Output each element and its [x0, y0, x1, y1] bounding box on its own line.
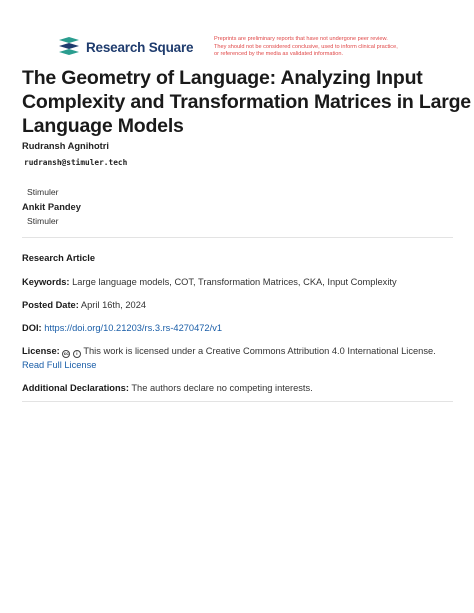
notice-line: or referenced by the media as validated information.: [214, 51, 344, 58]
author-name: Ankit Pandey: [22, 202, 81, 212]
notice-line: They should not be considered conclusive, used to inform clinical practice,: [214, 43, 398, 50]
additional-declarations-row: [22, 383, 313, 393]
divider: [22, 237, 453, 238]
doi-link[interactable]: https://doi.org/10.21203/rs.3.rs-4270472/v1: [44, 323, 223, 333]
author-name: Rudransh Agnihotri: [22, 141, 109, 151]
paper-title: [22, 66, 471, 138]
keywords-label: Keywords:: [22, 277, 70, 287]
doi-row: [22, 323, 222, 333]
license-label: License:: [22, 346, 60, 356]
article-type: [22, 253, 95, 263]
author-affiliation: Stimuler: [27, 187, 59, 197]
preprint-notice: [214, 36, 434, 59]
title-line: The Geometry of Language: Analyzing Input: [22, 67, 423, 89]
keywords-row: [22, 277, 397, 287]
page-header: [0, 0, 474, 62]
read-full-license-row: [22, 360, 96, 370]
cc-icon: cc: [63, 351, 69, 356]
research-square-logo-icon: [57, 37, 81, 57]
research-square-logo[interactable]: [57, 37, 193, 57]
posted-date-row: [22, 300, 146, 310]
author-email[interactable]: rudransh@stimuler.tech: [24, 158, 128, 167]
title-line: Language Models: [22, 115, 184, 137]
brand-name: Research Square: [86, 39, 194, 55]
by-icon: i: [73, 350, 81, 358]
doi-label: DOI:: [22, 323, 42, 333]
keywords-value: Large language models, COT, Transformation Matrices, CKA, Input Complexity: [72, 277, 397, 287]
declarations-value: The authors declare no competing interests.: [131, 383, 313, 393]
title-line: Complexity and Transformation Matrices in Large: [22, 91, 471, 113]
article-type-value: Research Article: [22, 253, 96, 263]
license-value: This work is licensed under a Creative Commons Attribution 4.0 International License.: [83, 346, 436, 356]
license-row: [22, 346, 436, 358]
declarations-label: Additional Declarations:: [22, 383, 129, 393]
divider: [22, 401, 453, 402]
author-affiliation: Stimuler: [27, 216, 59, 226]
read-full-license-link[interactable]: Read Full License: [22, 360, 97, 370]
posted-date-label: Posted Date:: [22, 300, 79, 310]
posted-date-value: April 16th, 2024: [80, 300, 147, 310]
notice-line: Preprints are preliminary reports that have not undergone peer review.: [214, 36, 388, 42]
